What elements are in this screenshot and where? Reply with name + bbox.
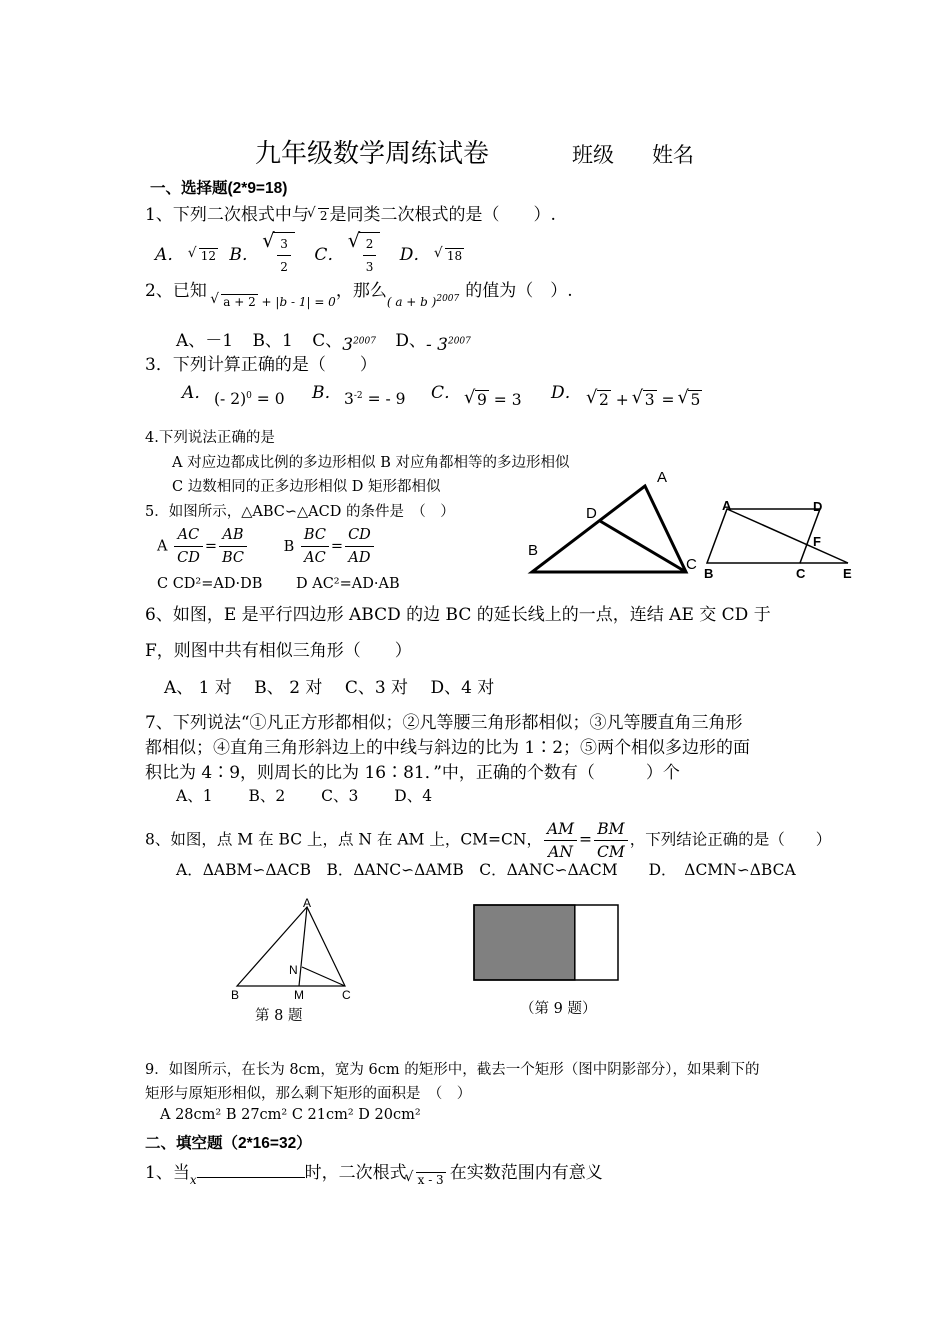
q3-option-a-label: A． (182, 383, 212, 403)
question-1-options (155, 232, 464, 278)
q2-option-d-expr: - $3^{2007}$ (426, 335, 471, 355)
q1-option-c-label: C． (314, 245, 345, 265)
question-7-options: A、1 B、2 C、3 D、4 (176, 787, 433, 805)
label-c: C (342, 988, 351, 1002)
question-7-line-1: 7、下列说法“①凡正方形都相似；②凡等腰三角形都相似；③凡等腰直角三角形 (145, 713, 743, 733)
segment-ae (727, 509, 848, 563)
q1-option-d-label: D． (399, 245, 431, 265)
label-b: B (528, 542, 539, 559)
label-f: F (813, 534, 821, 549)
q2-option-c-expr: $3^{2007}$ (342, 335, 376, 355)
f1-stem-text: 1、当 (145, 1163, 190, 1183)
figure-q5-triangle (520, 462, 705, 582)
question-8-stem: 8、如图，点 M 在 BC 上，点 N 在 AM 上，CM=CN， $\frac{AM}{AN}$ = $\frac{BM}{CM}$ ，下列结论正确的是（ ） (145, 820, 832, 861)
q8-fraction: $\frac{AM}{AN}$ (544, 818, 577, 863)
question-8-options: A．ΔABM∽ΔACB B．ΔANC∽ΔAMB C．ΔANC∽ΔACM D． ΔCMN∽ΔBCA (176, 861, 796, 879)
shaded-rectangle (474, 905, 575, 980)
f1-stem-text-2: 时，二次根式 (304, 1163, 407, 1183)
question-3-stem: 3．下列计算正确的是（ ） (145, 355, 377, 375)
question-9-line-2: 矩形与原矩形相似，那么剩下矩形的面积是 （ ） (145, 1086, 472, 1102)
figure-q6-parallelogram (700, 494, 860, 586)
question-7-line-2: 都相似；④直角三角形斜边上的中线与斜边的比为 1∶2；⑤两个相似多边形的面 (145, 738, 751, 758)
q3-option-a-expr: (- 2)$^0$ = 0 (214, 390, 285, 408)
q1-option-c-expr: √ $\frac{2}{3}$ (350, 232, 381, 278)
question-6-line-2: F，则图中共有相似三角形（ ） (145, 641, 412, 661)
label-d: D (586, 505, 597, 522)
f1-variable: x (189, 1173, 197, 1187)
page-title: 九年级数学周练试卷 (255, 139, 490, 169)
q5-option-b-label: B (283, 538, 295, 555)
q1-stem-text: 1、下列二次根式中与 (145, 205, 309, 225)
q1-stem-text-2: 是同类二次根式的是（ ）. (329, 205, 556, 225)
q5-option-c: C CD²=AD·DB (157, 576, 263, 592)
label-m: M (294, 988, 304, 1002)
q5-fraction: $\frac{CD}{AD}$ (345, 524, 374, 569)
f1-radical: √ x - 3 (407, 1172, 446, 1187)
q1-option-b-expr: √ $\frac{3}{2}$ (264, 232, 295, 278)
q4-options-line-2: C 边数相同的正多边形相似 D 矩形都相似 (172, 479, 441, 495)
fill-question-1 (145, 1158, 603, 1187)
q2-stem-text: 2、已知 (145, 281, 207, 301)
question-4-stem: 4.下列说法正确的是 (145, 430, 275, 446)
label-a: A (303, 896, 312, 910)
label-c: C (686, 556, 697, 573)
q1-option-d-expr: √ 18 (436, 248, 464, 263)
q3-option-b-label: B． (312, 383, 342, 403)
q2-option-b: B、1 (252, 331, 293, 351)
q5-fraction: $\frac{AC}{CD}$ (174, 524, 203, 569)
question-7-line-3: 积比为 4∶9，则周长的比为 16∶81．”中，正确的个数有（ ）个 (145, 763, 680, 783)
label-a: A (722, 498, 732, 513)
q8-fraction: $\frac{BM}{CM}$ (594, 818, 628, 863)
label-b: B (231, 988, 240, 1002)
segment-nc (302, 967, 345, 986)
question-9-options: A 28cm² B 27cm² C 21cm² D 20cm² (160, 1107, 421, 1123)
answer-blank[interactable] (197, 1163, 305, 1178)
segment-am (299, 907, 307, 986)
question-2-stem (145, 276, 573, 309)
question-5-stem: 5．如图所示，△ABC∽△ACD 的条件是 （ ） (145, 504, 455, 520)
q2-power: ( a + b )2007 (386, 294, 460, 309)
q5-fraction: $\frac{BC}{AC}$ (301, 524, 329, 569)
figure-8-caption: 第 8 题 (255, 1008, 303, 1024)
question-2-options (176, 326, 471, 355)
q5-options-ab: A $\frac{AC}{CD}$ = $\frac{AB}{BC}$ B $\frac{BC}{AC}$ = $\frac{CD}{AD}$ (157, 524, 376, 569)
q2-option-c-label: C、 (312, 331, 343, 351)
q3-option-d-label: D． (551, 383, 582, 403)
label-b: B (704, 566, 714, 581)
question-6-options: A、 1 对 B、 2 对 C、3 对 D、4 对 (164, 678, 495, 698)
q8-stem-text: 8、如图，点 M 在 BC 上，点 N 在 AM 上，CM=CN， (145, 830, 542, 849)
class-label: 班级 (572, 143, 614, 167)
label-d: D (813, 499, 823, 514)
question-1-stem (145, 200, 556, 225)
section-heading-2: 二、填空题（2*16=32） (145, 1135, 312, 1152)
q2-option-d-label: D、 (395, 331, 427, 351)
figure-q9-rectangle (471, 903, 621, 983)
q3-option-c-expr: √ 9 = 3 (466, 390, 522, 409)
q1-option-b-label: B． (229, 245, 259, 265)
q1-option-a-expr: √ 12 (190, 248, 218, 263)
q2-option-a: A、－1 (176, 331, 234, 351)
label-c: C (796, 566, 806, 581)
parallelogram-abcd (707, 509, 820, 563)
label-e: E (843, 566, 852, 581)
section-heading-1: 一、选择题(2*9=18) (150, 180, 288, 197)
q2-stem-text-3: 的值为（ ）. (465, 281, 573, 301)
q8-stem-text-2: ，下列结论正确的是（ ） (629, 830, 832, 849)
q4-options-line-1: A 对应边都成比例的多边形相似 B 对应角都相等的多边形相似 (172, 455, 570, 471)
question-6-line-1: 6、如图，E 是平行四边形 ABCD 的边 BC 的延长线上的一点，连结 AE 交 CD 于 (145, 605, 771, 625)
f1-stem-text-3: 在实数范围内有意义 (449, 1163, 603, 1183)
label-n: N (289, 963, 298, 977)
q3-option-c-label: C． (431, 383, 462, 403)
q5-option-a-label: A (157, 538, 168, 555)
question-9-line-1: 9．如图所示，在长为 8cm，宽为 6cm 的矩形中，截去一个矩形（图中阴影部分），如果剩下的 (145, 1062, 760, 1078)
label-a: A (657, 469, 668, 486)
q3-option-d-expr: √ 2 + √ 3 = √ 5 (588, 390, 702, 409)
name-label: 姓名 (652, 143, 694, 167)
q2-condition: √ $_{a + 2 + |b - 1| = 0}$ (212, 295, 336, 309)
q1-option-a-label: A． (155, 245, 185, 265)
q2-stem-text-2: ，那么 (335, 281, 387, 301)
q5-option-d: D AC²=AD·AB (296, 576, 400, 592)
q5-fraction: $\frac{AB}{BC}$ (219, 524, 247, 569)
q3-option-b-expr: $3^{-2}$ = - 9 (344, 390, 406, 408)
figure-9-caption: （第 9 题） (520, 1001, 597, 1017)
q1-radical: √ 2 (309, 208, 330, 223)
